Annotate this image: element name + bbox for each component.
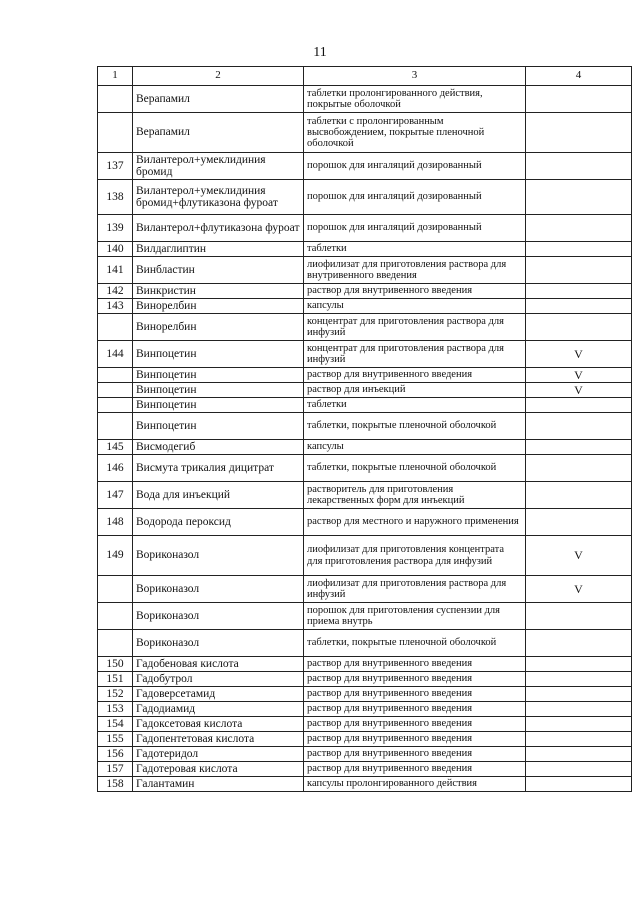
row-number-cell: 151 — [98, 672, 133, 687]
mark-cell — [526, 455, 632, 482]
table-row — [98, 86, 632, 113]
drug-name-cell: Гадоксетовая кислота — [133, 717, 304, 732]
table-row — [98, 717, 632, 732]
dosage-form-cell: порошок для приготовления суспензии для приема внутрь — [304, 603, 526, 630]
row-number-cell — [98, 86, 133, 113]
row-number-cell: 149 — [98, 536, 133, 576]
table-row — [98, 777, 632, 792]
row-number-cell: 153 — [98, 702, 133, 717]
table-row — [98, 672, 632, 687]
column-header: 3 — [304, 67, 526, 86]
drug-name-cell: Гадопентетовая кислота — [133, 732, 304, 747]
table-row — [98, 732, 632, 747]
dosage-form-cell: таблетки, покрытые пленочной оболочкой — [304, 413, 526, 440]
row-number-cell — [98, 413, 133, 440]
drug-name-cell: Винпоцетин — [133, 398, 304, 413]
mark-cell — [526, 732, 632, 747]
mark-cell — [526, 482, 632, 509]
dosage-form-cell: порошок для ингаляций дозированный — [304, 180, 526, 215]
table-row — [98, 455, 632, 482]
drug-name-cell: Вилантерол+умеклидиния бромид+флутиказона фуроат — [133, 180, 304, 215]
table-row — [98, 242, 632, 257]
row-number-cell: 146 — [98, 455, 133, 482]
mark-cell — [526, 413, 632, 440]
row-number-cell: 142 — [98, 284, 133, 299]
dosage-form-cell: раствор для местного и наружного применения — [304, 509, 526, 536]
dosage-form-cell: таблетки, покрытые пленочной оболочкой — [304, 630, 526, 657]
dosage-form-cell: раствор для внутривенного введения — [304, 702, 526, 717]
row-number-cell: 152 — [98, 687, 133, 702]
mark-cell — [526, 747, 632, 762]
dosage-form-cell: раствор для внутривенного введения — [304, 687, 526, 702]
dosage-form-cell: таблетки пролонгированного действия, покрытые оболочкой — [304, 86, 526, 113]
mark-cell — [526, 86, 632, 113]
mark-cell — [526, 657, 632, 672]
table-row — [98, 509, 632, 536]
table-row — [98, 299, 632, 314]
table-row — [98, 113, 632, 153]
mark-cell: V — [526, 383, 632, 398]
column-header: 2 — [133, 67, 304, 86]
column-header: 1 — [98, 67, 133, 86]
mark-cell — [526, 398, 632, 413]
drug-name-cell: Вилантерол+флутиказона фуроат — [133, 215, 304, 242]
row-number-cell — [98, 113, 133, 153]
drug-name-cell: Вориконазол — [133, 603, 304, 630]
table-row — [98, 153, 632, 180]
dosage-form-cell: раствор для внутривенного введения — [304, 732, 526, 747]
table-row — [98, 482, 632, 509]
row-number-cell: 156 — [98, 747, 133, 762]
dosage-form-cell: таблетки — [304, 242, 526, 257]
drug-name-cell: Гадодиамид — [133, 702, 304, 717]
row-number-cell: 155 — [98, 732, 133, 747]
drug-name-cell: Гадоверсетамид — [133, 687, 304, 702]
drug-name-cell: Винпоцетин — [133, 368, 304, 383]
row-number-cell: 144 — [98, 341, 133, 368]
drug-name-cell: Вилдаглиптин — [133, 242, 304, 257]
table-row — [98, 215, 632, 242]
row-number-cell — [98, 314, 133, 341]
mark-cell — [526, 717, 632, 732]
row-number-cell — [98, 630, 133, 657]
table-row — [98, 576, 632, 603]
drug-name-cell: Вориконазол — [133, 630, 304, 657]
row-number-cell — [98, 576, 133, 603]
drug-name-cell: Галантамин — [133, 777, 304, 792]
mark-cell — [526, 215, 632, 242]
row-number-cell: 137 — [98, 153, 133, 180]
table-header-row — [98, 67, 632, 86]
dosage-form-cell: капсулы — [304, 440, 526, 455]
row-number-cell: 140 — [98, 242, 133, 257]
table-row — [98, 702, 632, 717]
dosage-form-cell: раствор для внутривенного введения — [304, 657, 526, 672]
dosage-form-cell: капсулы — [304, 299, 526, 314]
drug-name-cell: Винпоцетин — [133, 341, 304, 368]
drug-name-cell: Вориконазол — [133, 536, 304, 576]
table-row — [98, 398, 632, 413]
row-number-cell — [98, 383, 133, 398]
column-header: 4 — [526, 67, 632, 86]
drug-name-cell: Винпоцетин — [133, 413, 304, 440]
mark-cell — [526, 603, 632, 630]
drug-name-cell: Вориконазол — [133, 576, 304, 603]
dosage-form-cell: раствор для внутривенного введения — [304, 672, 526, 687]
table-row — [98, 413, 632, 440]
medication-table — [97, 66, 632, 792]
dosage-form-cell: лиофилизат для приготовления раствора для внутривенного введения — [304, 257, 526, 284]
dosage-form-cell: растворитель для приготовления лекарственных форм для инъекций — [304, 482, 526, 509]
table-row — [98, 762, 632, 777]
row-number-cell: 150 — [98, 657, 133, 672]
mark-cell: V — [526, 368, 632, 383]
mark-cell — [526, 284, 632, 299]
table-row — [98, 536, 632, 576]
mark-cell — [526, 762, 632, 777]
mark-cell — [526, 242, 632, 257]
dosage-form-cell: концентрат для приготовления раствора для инфузий — [304, 314, 526, 341]
mark-cell — [526, 314, 632, 341]
drug-name-cell: Верапамил — [133, 113, 304, 153]
row-number-cell — [98, 368, 133, 383]
mark-cell — [526, 299, 632, 314]
dosage-form-cell: таблетки, покрытые пленочной оболочкой — [304, 455, 526, 482]
dosage-form-cell: раствор для внутривенного введения — [304, 284, 526, 299]
dosage-form-cell: раствор для внутривенного введения — [304, 747, 526, 762]
mark-cell — [526, 687, 632, 702]
table-row — [98, 603, 632, 630]
drug-name-cell: Винкристин — [133, 284, 304, 299]
dosage-form-cell: концентрат для приготовления раствора для инфузий — [304, 341, 526, 368]
table-body — [98, 86, 632, 792]
mark-cell — [526, 702, 632, 717]
mark-cell: V — [526, 341, 632, 368]
page-number: 11 — [313, 45, 327, 60]
drug-name-cell: Гадобутрол — [133, 672, 304, 687]
drug-name-cell: Водорода пероксид — [133, 509, 304, 536]
table-row — [98, 440, 632, 455]
mark-cell — [526, 630, 632, 657]
mark-cell — [526, 440, 632, 455]
dosage-form-cell: лиофилизат для приготовления раствора для инфузий — [304, 576, 526, 603]
mark-cell — [526, 672, 632, 687]
row-number-cell — [98, 603, 133, 630]
drug-name-cell: Винорелбин — [133, 314, 304, 341]
table-row — [98, 747, 632, 762]
mark-cell — [526, 153, 632, 180]
mark-cell — [526, 180, 632, 215]
row-number-cell: 157 — [98, 762, 133, 777]
mark-cell: V — [526, 536, 632, 576]
drug-name-cell: Гадобеновая кислота — [133, 657, 304, 672]
table-row — [98, 383, 632, 398]
drug-name-cell: Висмодегиб — [133, 440, 304, 455]
row-number-cell — [98, 398, 133, 413]
row-number-cell: 143 — [98, 299, 133, 314]
dosage-form-cell: порошок для ингаляций дозированный — [304, 153, 526, 180]
mark-cell: V — [526, 576, 632, 603]
dosage-form-cell: таблетки с пролонгированным высвобождением, покрытые пленочной оболочкой — [304, 113, 526, 153]
dosage-form-cell: порошок для ингаляций дозированный — [304, 215, 526, 242]
row-number-cell: 141 — [98, 257, 133, 284]
drug-name-cell: Вилантерол+умеклидиния бромид — [133, 153, 304, 180]
table-row — [98, 314, 632, 341]
drug-name-cell: Вода для инъекций — [133, 482, 304, 509]
dosage-form-cell: раствор для инъекций — [304, 383, 526, 398]
drug-name-cell: Винорелбин — [133, 299, 304, 314]
dosage-form-cell: капсулы пролонгированного действия — [304, 777, 526, 792]
drug-name-cell: Винбластин — [133, 257, 304, 284]
dosage-form-cell: раствор для внутривенного введения — [304, 762, 526, 777]
row-number-cell: 158 — [98, 777, 133, 792]
mark-cell — [526, 509, 632, 536]
mark-cell — [526, 113, 632, 153]
table-row — [98, 341, 632, 368]
dosage-form-cell: раствор для внутривенного введения — [304, 368, 526, 383]
mark-cell — [526, 257, 632, 284]
mark-cell — [526, 777, 632, 792]
drug-name-cell: Гадотеровая кислота — [133, 762, 304, 777]
dosage-form-cell: раствор для внутривенного введения — [304, 717, 526, 732]
table-row — [98, 687, 632, 702]
table-row — [98, 657, 632, 672]
row-number-cell: 154 — [98, 717, 133, 732]
table-row — [98, 368, 632, 383]
table-row — [98, 257, 632, 284]
row-number-cell: 138 — [98, 180, 133, 215]
table-row — [98, 630, 632, 657]
row-number-cell: 147 — [98, 482, 133, 509]
drug-name-cell: Винпоцетин — [133, 383, 304, 398]
dosage-form-cell: таблетки — [304, 398, 526, 413]
table-row — [98, 284, 632, 299]
dosage-form-cell: лиофилизат для приготовления концентрата для приготовления раствора для инфузий — [304, 536, 526, 576]
row-number-cell: 139 — [98, 215, 133, 242]
drug-name-cell: Висмута трикалия дицитрат — [133, 455, 304, 482]
drug-name-cell: Гадотеридол — [133, 747, 304, 762]
row-number-cell: 145 — [98, 440, 133, 455]
table-row — [98, 180, 632, 215]
row-number-cell: 148 — [98, 509, 133, 536]
drug-name-cell: Верапамил — [133, 86, 304, 113]
